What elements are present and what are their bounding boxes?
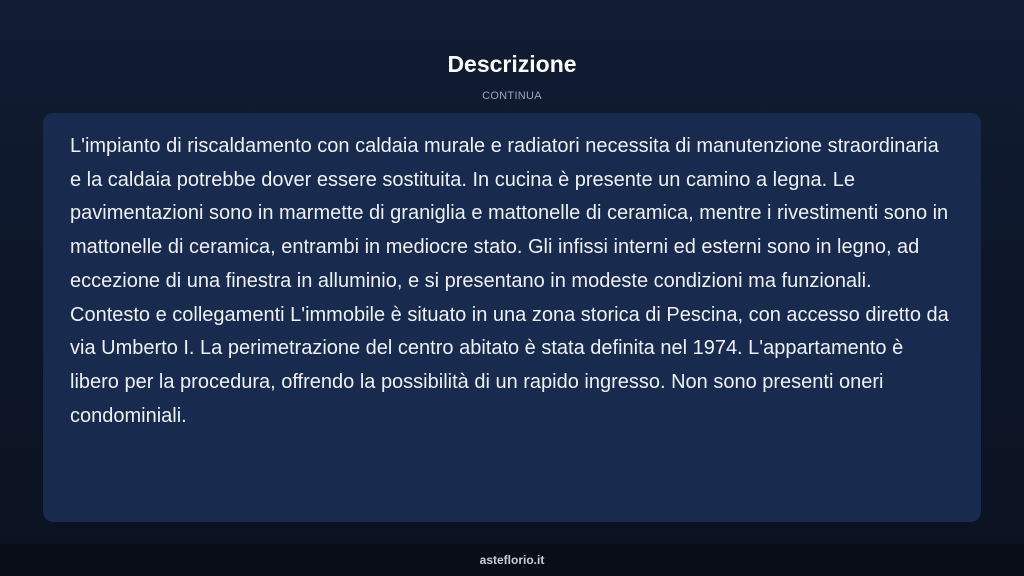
description-card xyxy=(43,113,981,522)
footer-bar xyxy=(0,544,1024,576)
site-name: asteflorio.it xyxy=(479,553,545,567)
description-text: L'impianto di riscaldamento con caldaia murale e radiatori necessita di manutenzione straordinaria e la caldaia potrebbe dover essere sostituita. In cucina è presente un camino a legna. Le pavimentazioni sono in marmette di graniglia e mattonelle di ceramica, mentre i rivestimenti sono in mattonelle di ceramica, entrambi in mediocre stato. Gli infissi interni ed esterni sono in legno, ad eccezione di una finestra in alluminio, e si presentano in modeste condizioni ma funzionali. Contesto e collegamenti L'immobile è situato in una zona storica di Pescina, con accesso diretto da via Umberto I. La perimetrazione del centro abitato è stata definita nel 1974. L'appartamento è libero per la procedura, offrendo la possibilità di un rapido ingresso. Non sono presenti oneri condominiali. xyxy=(70,135,949,427)
page-title: Descrizione xyxy=(447,51,577,77)
continue-label: CONTINUA xyxy=(482,90,542,102)
